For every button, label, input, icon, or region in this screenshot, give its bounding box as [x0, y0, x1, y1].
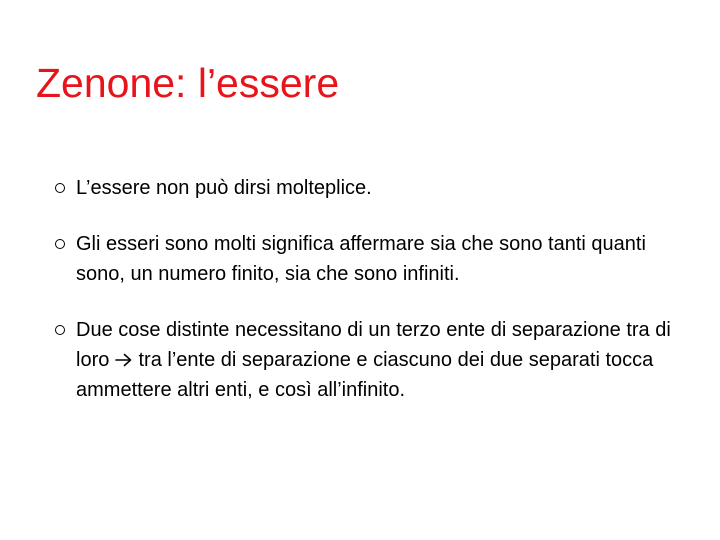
bullet-circle-icon — [55, 183, 65, 193]
bullet-text-after-arrow: tra l’ente di separazione e ciascuno dei due separati tocca ammettere altri enti, e così all’infinito. — [76, 349, 654, 401]
bullet-circle-icon — [55, 325, 65, 335]
right-arrow-icon — [115, 353, 133, 367]
bullet-list — [52, 173, 672, 405]
bullet-item — [52, 229, 672, 289]
bullet-item — [52, 315, 672, 405]
bullet-text-before-arrow: Due cose distinte necessitano di un terzo ente di separazione tra di loro — [76, 319, 671, 371]
slide-title: Zenone: l’essere — [36, 60, 340, 106]
bullet-text: L’essere non può dirsi molteplice. — [76, 177, 372, 199]
bullet-text: Gli esseri sono molti significa affermare sia che sono tanti quanti sono, un numero finito, sia che sono infiniti. — [76, 233, 646, 285]
bullet-circle-icon — [55, 239, 65, 249]
bullet-item — [52, 173, 672, 203]
